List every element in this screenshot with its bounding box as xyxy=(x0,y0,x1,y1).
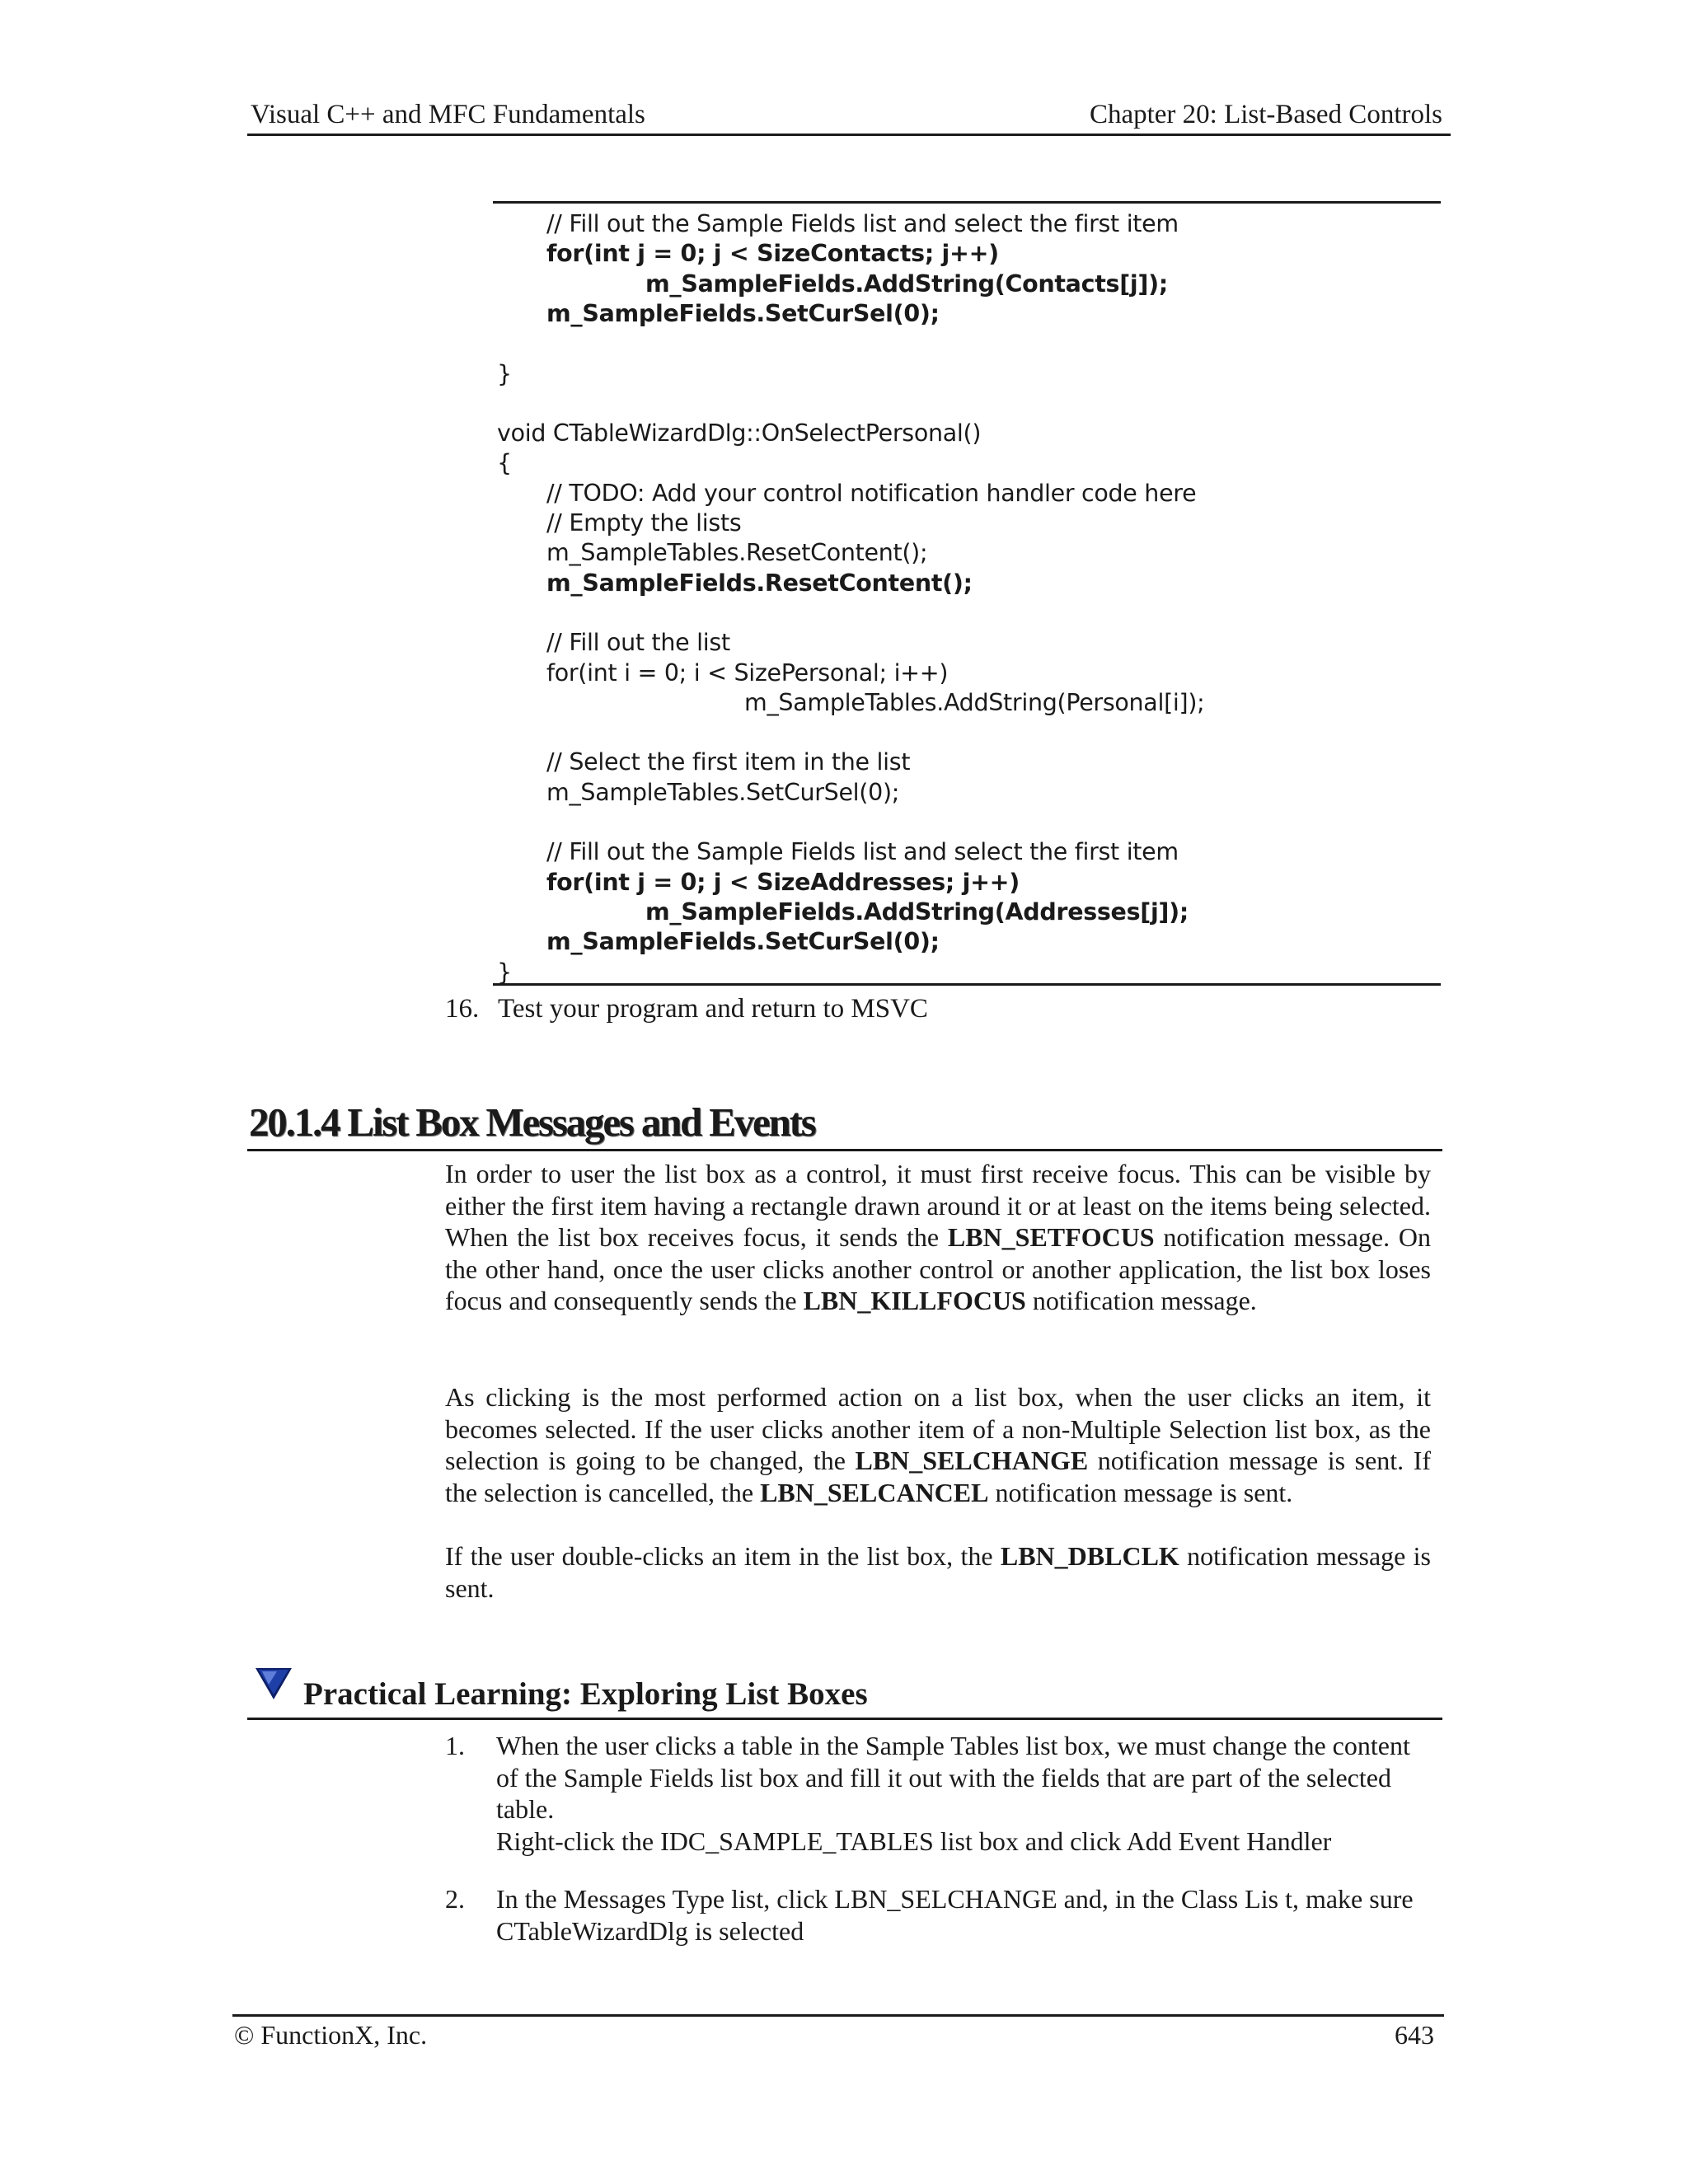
header-book-title: Visual C++ and MFC Fundamentals xyxy=(251,100,645,129)
paragraph-text: notification message is sent. xyxy=(445,1541,1432,1603)
paragraph-text: notification message is sent. If the selection is cancelled, the xyxy=(445,1446,1431,1507)
practical-learning-title: Practical Learning: Exploring List Boxes xyxy=(303,1676,868,1712)
code-line: for(int j = 0; j < SizeContacts; j++) xyxy=(546,240,999,268)
code-line: // Fill out the list xyxy=(546,629,730,657)
code-line: m_SampleTables.SetCurSel(0); xyxy=(546,778,900,806)
notification-code: LBN_SELCHANGE xyxy=(855,1446,1089,1476)
code-line: } xyxy=(497,958,512,986)
notification-code: LBN_DBLCLK xyxy=(1000,1541,1179,1571)
step-16-number: 16. xyxy=(445,994,480,1024)
paragraph-text: notification message. On the other hand, once the user clicks another control or another application, the list box loses focus and consequently sends the xyxy=(445,1222,1432,1316)
blue-triangle-icon xyxy=(252,1661,295,1704)
code-line: // Empty the lists xyxy=(546,509,742,537)
notification-code: LBN_SELCANCEL xyxy=(760,1477,989,1507)
practical-learning-heading xyxy=(247,1653,1442,1720)
practical-step-2-body xyxy=(496,1883,1436,1947)
code-line: m_SampleFields.AddString(Contacts[j]); xyxy=(645,269,1168,298)
code-line: m_SampleFields.AddString(Addresses[j]); xyxy=(645,898,1189,926)
step-16-text: Test your program and return to MSVC xyxy=(498,994,928,1024)
footer-copyright: © FunctionX, Inc. xyxy=(234,2020,428,2050)
code-line: // TODO: Add your control notification handler code here xyxy=(546,479,1197,507)
running-header xyxy=(247,97,1451,136)
code-line: m_SampleTables.ResetContent(); xyxy=(546,539,928,567)
code-line: void CTableWizardDlg::OnSelectPersonal() xyxy=(497,419,982,448)
practical-step-2-line-1: In the Messages Type list, click LBN_SELCHANGE and, in the Class Lis t, make sure CTableWizardDlg is selected xyxy=(496,1884,1414,1946)
section-title: 20.1.4 List Box Messages and Events xyxy=(249,1099,815,1145)
section-heading xyxy=(247,1090,1442,1151)
practical-step-1-line-1: When the user clicks a table in the Sample Tables list box, we must change the content of the Sample Fields list box and fill it out with the fields that are part of the selected table. xyxy=(496,1731,1410,1825)
paragraph-text: If the user double-clicks an item in the list box, the xyxy=(445,1541,1001,1571)
code-line: for(int i = 0; i < SizePersonal; i++) xyxy=(546,658,949,687)
code-line: m_SampleFields.ResetContent(); xyxy=(546,569,973,597)
notification-code: LBN_KILLFOCUS xyxy=(803,1286,1026,1316)
header-chapter-title: Chapter 20: List-Based Controls xyxy=(1089,100,1442,129)
page-footer xyxy=(232,2014,1444,2050)
paragraph-text: As clicking is the most performed action on a list box, when the user clicks an item, it becomes selected. If the user clicks another item of a non-Multiple Selection list box, as the selection is going to be changed, the xyxy=(445,1382,1431,1476)
practical-step-2 xyxy=(445,1883,1442,1949)
code-line: m_SampleFields.SetCurSel(0); xyxy=(546,928,940,956)
practical-step-1-body xyxy=(496,1730,1436,1857)
paragraph-selection xyxy=(445,1381,1431,1508)
code-line: // Fill out the Sample Fields list and select the first item xyxy=(546,210,1179,237)
notification-code: LBN_SETFOCUS xyxy=(947,1222,1155,1253)
practical-step-2-number: 2. xyxy=(445,1884,465,1914)
code-listing xyxy=(493,201,1441,986)
practical-step-1 xyxy=(445,1730,1442,1862)
step-16 xyxy=(445,994,928,1024)
paragraph-text: In order to user the list box as a control, it must first receive focus. This can be visible by either the first item having a rectangle drawn around it or at least on the items being selected. When the list box receives focus, it sends the xyxy=(445,1159,1431,1253)
paragraph-focus xyxy=(445,1158,1431,1317)
code-line: } xyxy=(497,359,512,387)
code-line: { xyxy=(497,449,512,477)
paragraph-double-click xyxy=(445,1540,1431,1604)
code-line: // Select the first item in the list xyxy=(546,748,911,776)
code-line: // Fill out the Sample Fields list and select the first item xyxy=(546,838,1179,866)
practical-step-1-number: 1. xyxy=(445,1731,465,1760)
code-line: m_SampleFields.SetCurSel(0); xyxy=(546,299,940,327)
paragraph-text: notification message is sent. xyxy=(988,1477,1293,1507)
practical-step-1-line-2: Right-click the IDC_SAMPLE_TABLES list box and click Add Event Handler xyxy=(496,1825,1332,1856)
paragraph-text: notification message. xyxy=(1025,1286,1257,1316)
code-line: m_SampleTables.AddString(Personal[i]); xyxy=(744,688,1205,716)
code-line: for(int j = 0; j < SizeAddresses; j++) xyxy=(546,868,1020,896)
footer-page-number: 643 xyxy=(1395,2020,1434,2050)
